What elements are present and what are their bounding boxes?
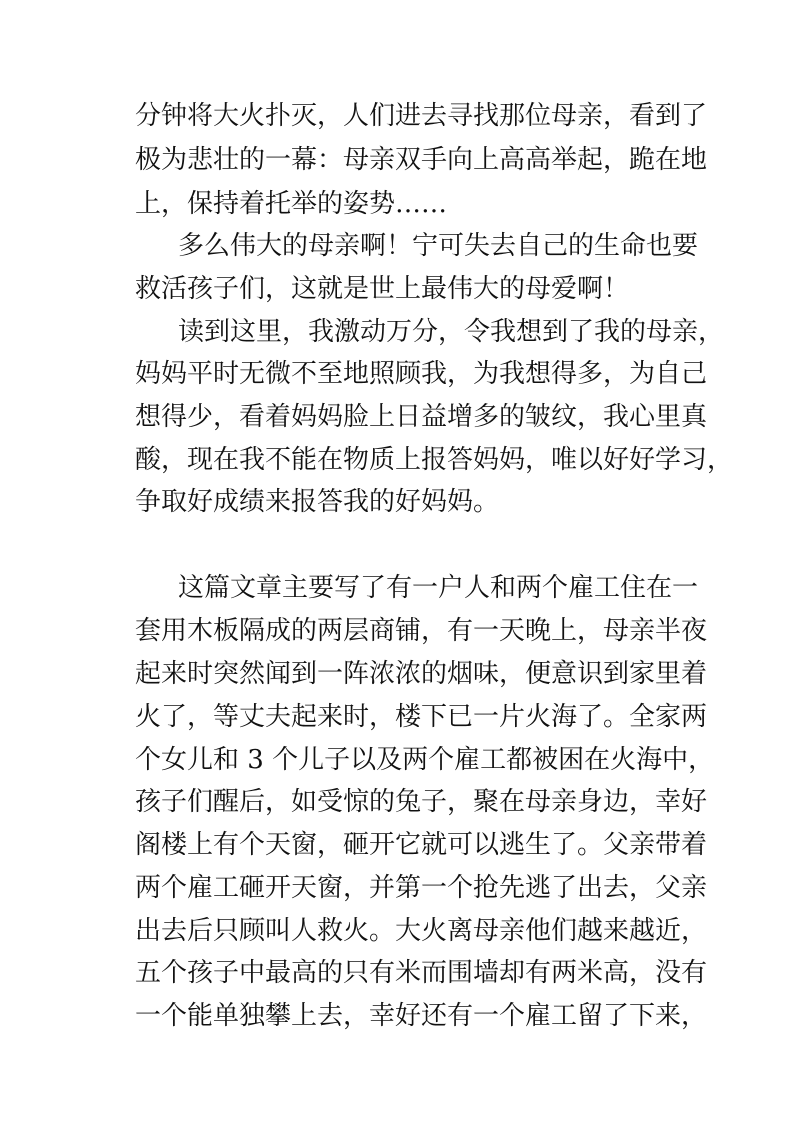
text-line (0, 396, 794, 438)
text-line-content: 出去后只顾叫人救火。大火离母亲他们越来越近， (135, 916, 708, 946)
text-line (0, 995, 794, 1037)
text-line-content: 孩子们醒后，如受惊的兔子，聚在母亲身边，幸好 (135, 787, 708, 817)
text-line-content: 酸，现在我不能在物质上报答妈妈，唯以好好学习， (135, 445, 734, 475)
text-line (0, 824, 794, 866)
text-line (0, 311, 794, 353)
text-line-content: 两个雇工砸开天窗，并第一个抢先逃了出去，父亲 (135, 873, 708, 903)
text-line (0, 610, 794, 652)
text-line (0, 867, 794, 909)
text-line-content: 套用木板隔成的两层商铺，有一天晚上，母亲半夜 (135, 616, 708, 646)
text-line-content: 争取好成绩来报答我的好妈妈。 (135, 487, 500, 517)
text-line (0, 439, 794, 481)
text-line-content: 一个能单独攀上去，幸好还有一个雇工留了下来， (135, 1001, 708, 1031)
text-line-content: 想得少，看着妈妈脸上日益增多的皱纹，我心里真 (135, 402, 708, 432)
text-line (0, 910, 794, 952)
text-line (0, 183, 794, 225)
text-line (0, 781, 794, 823)
text-line-content: 多么伟大的母亲啊！宁可失去自己的生命也要 (178, 231, 699, 261)
text-line-content: 五个孩子中最高的只有米而围墙却有两米高，没有 (135, 958, 708, 988)
text-line (0, 225, 794, 267)
text-line-content: 火了，等丈夫起来时，楼下已一片火海了。全家两 (135, 702, 708, 732)
text-line (0, 739, 794, 781)
text-line-content: 这篇文章主要写了有一户人和两个雇工住在一 (178, 573, 699, 603)
text-line-content: 个女儿和 3 个儿子以及两个雇工都被困在火海中， (135, 745, 715, 775)
text-line-content: 阁楼上有个天窗，砸开它就可以逃生了。父亲带着 (135, 830, 708, 860)
text-line-content: 分钟将大火扑灭，人们进去寻找那位母亲，看到了 (135, 101, 708, 131)
text-line-content: 上，保持着托举的姿势…… (135, 189, 448, 219)
text-line (0, 353, 794, 395)
text-line-content: 救活孩子们，这就是世上最伟大的母爱啊！ (135, 274, 630, 304)
text-line (0, 952, 794, 994)
text-line (0, 567, 794, 609)
text-line-content: 极为悲壮的一幕：母亲双手向上高高举起，跪在地 (135, 145, 708, 175)
text-line-content: 读到这里，我激动万分，令我想到了我的母亲， (178, 317, 725, 347)
text-line-content: 妈妈平时无微不至地照顾我，为我想得多，为自己 (135, 359, 708, 389)
text-line (0, 481, 794, 523)
text-line (0, 696, 794, 738)
text-line (0, 268, 794, 310)
text-line (0, 139, 794, 181)
text-line (0, 653, 794, 695)
text-line (0, 95, 794, 137)
text-line-content: 起来时突然闻到一阵浓浓的烟味，便意识到家里着 (135, 659, 708, 689)
